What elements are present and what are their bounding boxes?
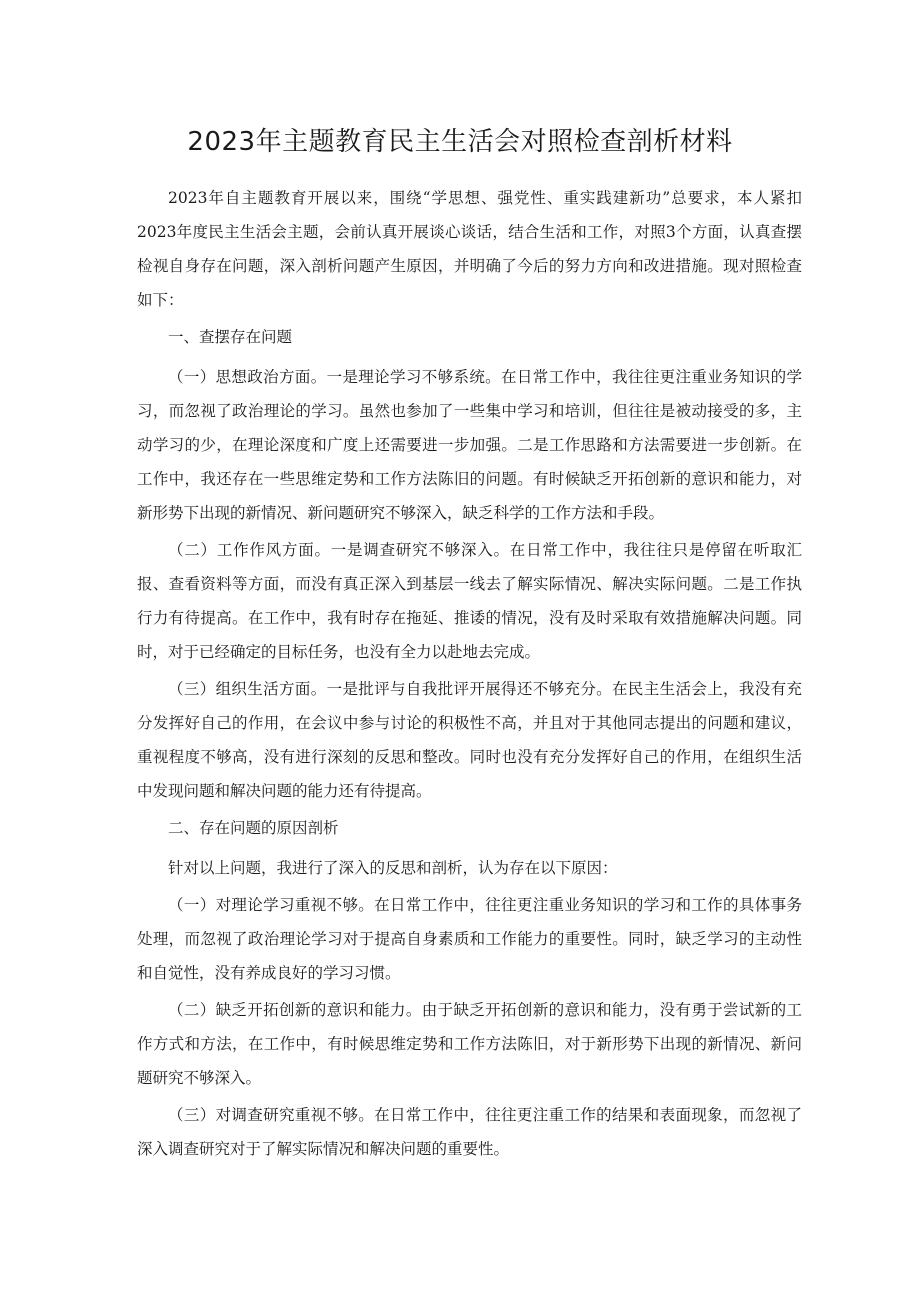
- document-title: 2023年主题教育民主生活会对照检查剖析材料: [187, 127, 733, 157]
- section-heading-1: 一、查摆存在问题: [168, 328, 293, 346]
- paragraph-cause-intro: 针对以上问题，我进行了深入的反思和剖析，认为存在以下原因：: [168, 859, 618, 877]
- section-heading-2: 二、存在问题的原因剖析: [168, 819, 339, 837]
- paragraph-organization: （三）组织生活方面。一是批评与自我批评开展得还不够充分。在民主生活会上，我没有充分发挥好自己的作用，在会议中参与讨论的积极性不高，并且对于其他同志提出的问题和建议，重视程度不够高，没有进行深刻的反思和整改。同时也没有充分发挥好自己的作用，在组织生活中发现问题和解决问题的能力还有待提高。: [137, 680, 802, 800]
- paragraph-work-style: （二）工作作风方面。一是调查研究不够深入。在日常工作中，我往往只是停留在听取汇报、查看资料等方面，而没有真正深入到基层一线去了解实际情况、解决实际问题。二是工作执行力有待提高。在工作中，我有时存在拖延、推诿的情况，没有及时采取有效措施解决问题。同时，对于已经确定的目标任务，也没有全力以赴地去完成。: [137, 541, 802, 661]
- paragraph-cause-theory: （一）对理论学习重视不够。在日常工作中，往往更注重业务知识的学习和工作的具体事务处理，而忽视了政治理论学习对于提高自身素质和工作能力的重要性。同时，缺乏学习的主动性和自觉性，没有养成良好的学习习惯。: [137, 896, 802, 982]
- paragraph-cause-innovation: （二）缺乏开拓创新的意识和能力。由于缺乏开拓创新的意识和能力，没有勇于尝试新的工作方式和方法，在工作中，有时候思维定势和工作方法陈旧，对于新形势下出现的新情况、新问题研究不够深入。: [137, 1001, 802, 1087]
- intro-paragraph: 2023年自主题教育开展以来，围绕“学思想、强党性、重实践建新功”总要求，本人紧扣2023年度民主生活会主题，会前认真开展谈心谈话，结合生活和工作，对照3个方面，认真查摆检视自身存在问题，深入剖析问题产生原因，并明确了今后的努力方向和改进措施。现对照检查如下：: [137, 189, 802, 309]
- document-body: [137, 181, 802, 1169]
- paragraph-political: （一）思想政治方面。一是理论学习不够系统。在日常工作中，我往往更注重业务知识的学习，而忽视了政治理论的学习。虽然也参加了一些集中学习和培训，但往往是被动接受的多，主动学习的少，在理论深度和广度上还需要进一步加强。二是工作思路和方法需要进一步创新。在工作中，我还存在一些思维定势和工作方法陈旧的问题。有时候缺乏开拓创新的意识和能力，对新形势下出现的新情况、新问题研究不够深入，缺乏科学的工作方法和手段。: [137, 368, 802, 522]
- paragraph-cause-research: （三）对调查研究重视不够。在日常工作中，往往更注重工作的结果和表面现象，而忽视了深入调查研究对于了解实际情况和解决问题的重要性。: [137, 1106, 802, 1158]
